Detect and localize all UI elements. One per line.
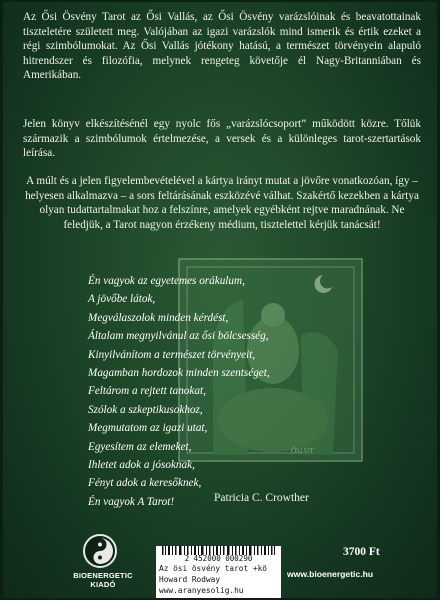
book-creation-paragraph: Jelen könyv elkészítésénél egy nyolc fős „varázslócsoport” működött közre. Tőlük származik a szimbólumok értelmezése, a versek és a különleges tarot-szertartások leírása. <box>23 118 421 160</box>
poem-line: Magamban hordozok minden szentséget, <box>88 367 270 380</box>
sticker-line: Howard Rodway <box>159 575 221 584</box>
publisher-website: www.bioenergetic.hu <box>287 569 374 579</box>
poem-line: Megválaszolok minden kérdést, <box>88 311 229 324</box>
price: 3700 Ft <box>343 546 380 558</box>
poem-line: Feltárom a rejtett tanokat, <box>88 385 206 398</box>
poem-line: A jövőbe látok, <box>88 293 156 306</box>
sticker-line: Az ösi ösvény tarot +kö <box>159 564 267 573</box>
isbn-number: 2 452000 000290 <box>184 554 253 563</box>
tarot-poem <box>88 272 270 511</box>
poem-line: Ihletet adok a jósoknak, <box>88 459 195 472</box>
poem-line: Kinyilvánítom a természet törvényeit, <box>88 348 256 361</box>
poem-line: Szólok a szkeptikusokhoz, <box>88 403 203 416</box>
book-back-cover <box>3 2 437 598</box>
card-caption: ŐSI ÚT <box>291 447 314 455</box>
intro-paragraph: Az Ősi Ösvény Tarot az Ősi Vallás, az Ősi Ösvény varázslóinak és beavatottainak tiszteletére született meg. Valójában az igazi varázslók mind ismerik és értik ezeket a régi szimbólumokat. Az Ősi Vallás jótékony hatású, a természet törvényein alapuló hitrendszer és filozófia, melynek rengeteg követője él Nagy-Britanniában és Amerikában. <box>23 11 421 82</box>
poem-line: Egyesítem az elemeket, <box>88 440 192 453</box>
poem-line: Fényt adok a keresőknek, <box>88 477 202 490</box>
price-sticker-text <box>156 563 281 596</box>
barcode-sticker <box>156 546 281 598</box>
tarot-usage-paragraph: A múlt és a jelen figyelembevételével a kártya irányt mutat a jövőre vonatkozóan, így – helyesen alkalmazva – a sors feltárásának eszközévé válhat. Szakértő kezekben a kártya olyan tudattartalmakat hoz a felszínre, amelyek egyébként rejtve maradnának. Ne feledjük, a Tarot nagyon érzékeny médium, tisztelettel kérjük tanácsát! <box>25 175 419 231</box>
poem-line: Én vagyok az egyetemes orákulum, <box>88 275 245 287</box>
sticker-line: www.aranyesolig.hu <box>159 586 244 595</box>
poem-line: Én vagyok A Tarot! <box>88 495 175 508</box>
poem-line: Általam megnyilvánul az ősi bölcsesség, <box>88 330 269 343</box>
poem-author: Patricia C. Crowther <box>214 492 309 504</box>
publisher-logo <box>68 534 138 594</box>
yin-yang-icon <box>83 534 117 568</box>
publisher-name: BIOENERGETIC KIADÓ <box>73 571 133 589</box>
poem-line: Megmutatom az igazi utat, <box>88 422 208 435</box>
